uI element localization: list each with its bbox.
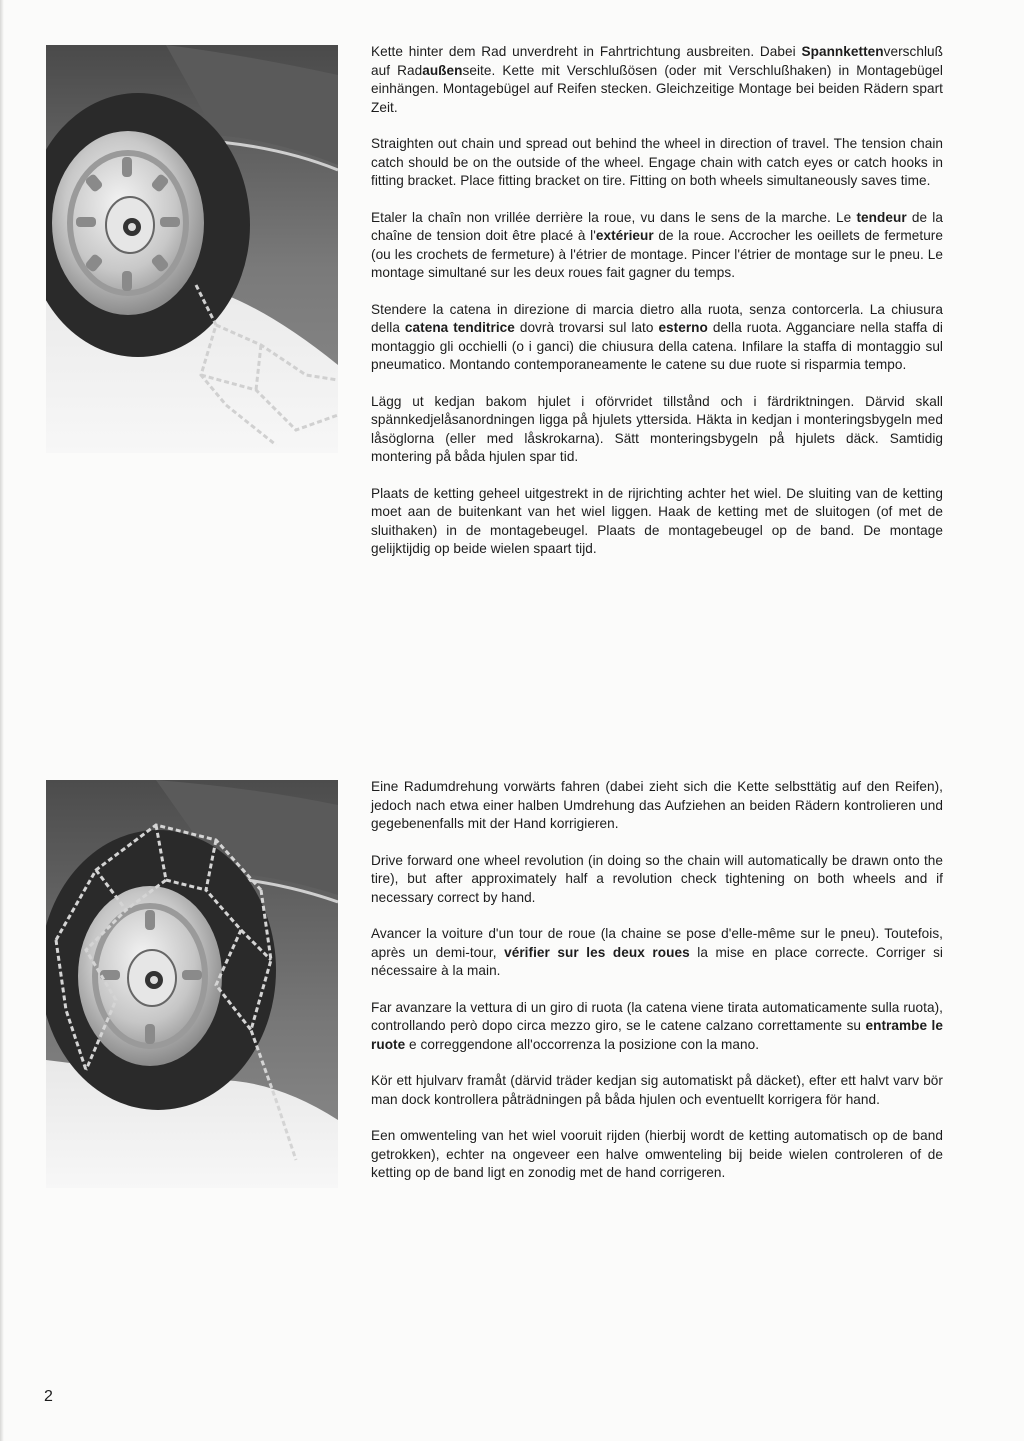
text-run: la mise en place correcte. Corriger si nécessaire à la main. xyxy=(371,944,943,978)
text-run: Kör ett hjulvarv framåt (därvid träder kedjan sig automatiskt på däcket), efter ett halvt varv bör man dock kontrollera påträdningen på båda hjulen och eventuellt korrigera för hand. xyxy=(371,1073,943,1107)
paragraph-french-2 xyxy=(371,925,943,981)
bold-run: vérifier sur les deux roues xyxy=(504,944,690,960)
text-run: Avancer la voiture d'un tour de roue (la chaine se pose d'elle-même sur le pneu). Toutefois, après un demi-tour, xyxy=(371,926,943,960)
wheel-illustration-2 xyxy=(46,780,338,1188)
bold-run: catena tenditrice xyxy=(404,320,515,335)
bold-run: esterno xyxy=(658,320,708,335)
bold-run: entrambe le ruote xyxy=(371,1018,943,1052)
text-run: Far avanzare la vettura di un giro di ruota (la catena viene tirata automaticamente sulla ruota), controllando però dopo circa mezzo giro, se le catene calzano correttamente su xyxy=(371,999,943,1033)
text-run: Etaler la chaîn non vrillée derrière la roue, vu dans le sens de la marche. Le xyxy=(371,209,857,225)
paragraph-italian-2 xyxy=(371,999,943,1055)
text-run: Drive forward one wheel revolution (in doing so the chain will automatically be drawn onto the tire), but after approximately half a revolution check tightening on both wheels and if necessary correct by hand. xyxy=(371,852,943,905)
paragraph-italian-1 xyxy=(371,301,943,375)
text-run: Kette hinter dem Rad unverdreht in Fahrtrichtung ausbreiten. Dabei xyxy=(371,44,802,59)
paragraph-english-2 xyxy=(371,852,943,908)
text-run: Plaats de ketting geheel uitgestrekt in de rijrichting achter het wiel. De sluiting van de ketting moet aan de buitenkant van het wiel liggen. Haak de ketting met de sluitogen (of met de sluithaken) in de montagebeugel. Plaats de montagebeugel op de band. De montage gelijktijdig op beide wielen spaart tijd. xyxy=(371,485,943,556)
page-edge xyxy=(0,0,4,1441)
text-run: della ruota. Agganciare nella staffa di montaggio gli occhielli (o i ganci) die chiusura della catena. Infilare la staffa di montaggio sul pneumatico. Montando contemporaneamente le catene su due ruote si risparmia tempo. xyxy=(371,320,944,372)
bold-run: tendeur xyxy=(856,209,907,225)
wheel-chain-photo-2 xyxy=(46,780,338,1188)
text-run: Straighten out chain und spread out behind the wheel in direction of travel. The tension chain catch should be on the outside of the wheel. Engage chain with catch eyes or catch hooks in fitting bracket. Place fitting bracket on tire. Fitting on both wheels simultaneously saves time. xyxy=(371,136,943,188)
paragraph-french-1 xyxy=(371,209,943,283)
page-number: 2 xyxy=(44,1388,53,1405)
text-run: Stendere la catena in direzione di marcia dietro alla ruota, senza contorcerla. La chiusura della xyxy=(371,301,943,335)
bold-run: außen xyxy=(422,62,463,78)
paragraph-german-1 xyxy=(371,43,943,117)
text-run: seite. Kette mit Verschlußösen (oder mit Verschlußhaken) in Montagebügel einhängen. Montagebügel auf Reifen stecken. Gleichzeitige Montage bei beiden Rädern spart Zeit. xyxy=(371,62,943,115)
text-run: e correggendone all'occorrenza la posizione con la mano. xyxy=(405,1036,760,1052)
paragraph-swedish-1 xyxy=(371,393,943,467)
text-run: dovrà trovarsi sul lato xyxy=(514,320,659,335)
bold-run: Spannketten xyxy=(801,44,884,59)
paragraph-dutch-1 xyxy=(371,485,943,559)
paragraph-swedish-2 xyxy=(371,1072,943,1109)
paragraph-dutch-2 xyxy=(371,1127,943,1183)
wheel-illustration-1 xyxy=(46,45,338,453)
bold-run: extérieur xyxy=(595,228,654,243)
wheel-chain-photo-1 xyxy=(46,45,338,453)
paragraph-english-1 xyxy=(371,135,943,191)
instructions-block-1 xyxy=(371,43,943,577)
text-run: Eine Radumdrehung vorwärts fahren (dabei zieht sich die Kette selbsttätig auf den Reifen), jedoch nach etwa einer halben Umdrehung das Aufziehen an beiden Rädern kontrolieren und gegebenenfalls mit der Hand korrigieren. xyxy=(371,779,943,831)
text-run: Een omwenteling van het wiel vooruit rijden (hierbij wordt de ketting automatisch op de band getrokken), echter na ongeveer een halve omwenteling bij beide wielen controleren of de ketting op de band ligt en zonodig met de hand corrigeren. xyxy=(371,1128,943,1180)
paragraph-german-2 xyxy=(371,778,943,834)
text-run: Lägg ut kedjan bakom hjulet i oförvridet tillstånd och i färdriktningen. Därvid skall spännkedjelåsanordningen ligga på hjulets yttersida. Häkta in kedjan i monteringsbygeln med låsöglorna (eller med låskrokarna). Sätt monteringsbygeln på hjulets däck. Samtidig montering på båda hjulen spar tid. xyxy=(371,393,943,464)
text-run: verschluß auf Rad xyxy=(371,44,943,78)
text-run: de la roue. Accrocher les oeillets de fermeture (ou les crochets de fermeture) à l'étrier de montage. Pincer l'étrier de montage sur le pneu. Le montage simultané sur les deux roues fait gagner du temps. xyxy=(371,228,943,280)
instructions-block-2 xyxy=(371,778,943,1201)
text-run: de la chaîne de tension doit être placé à l' xyxy=(371,209,943,243)
